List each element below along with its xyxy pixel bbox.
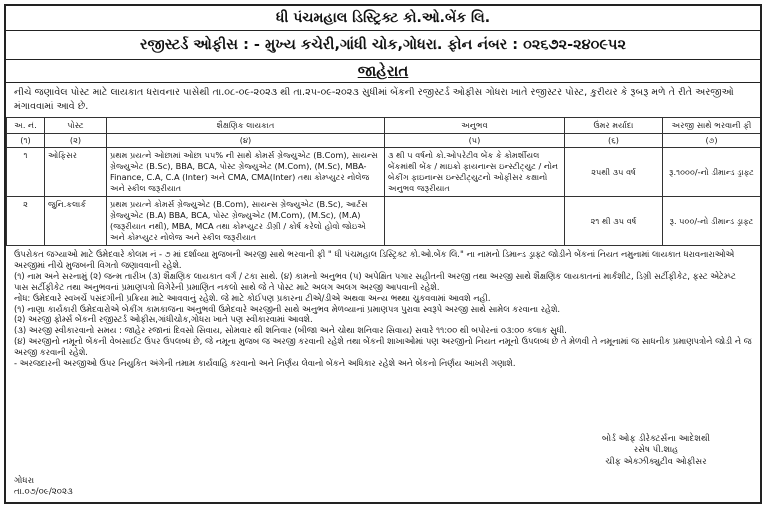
notes-section [6, 246, 760, 369]
note-paragraph: ઉપરોકત જગ્યાઓ માટે ઉમેદવારે કોલમ નં - ૭ માં દર્શાવ્યા મુજબની અરજી સાથે ભરવાની ફી " ધી પંચમહાલ ડિસ્ટ્રિક્ટ કો.ઓ.બેંક લિ." ના નામનો ડિમાન્ડ ડ્રાફ્ટ જોડીને બેંકનાં નિયત નમુનામાં લાયકાત ધરાવનારાઓએ અરજીમાં નીચે મુજબની વિગતો જણાવવાની રહેશે. [14, 249, 735, 270]
row-age-limit: ૨૧ થી ૩૫ વર્ષ [565, 197, 663, 246]
intro-paragraph: નીચે જણાવેલ પોસ્ટ માટે લાયકાત ધરાવનાર પાસેથી તા.૦૮-૦૯-૨૦૨૩ થી તા.૨૫-૦૯-૨૦૨૩ સુધીમાં બેંકની રજીસ્ટર્ડ ઓફીસ ગોધરા ખાતે રજીસ્ટર પોસ્ટ, કુરીયર કે રૂબરૂ મળે તે રીતે અરજીઓ મંગાવવામાં આવે છે. [14, 87, 734, 112]
note-paragraph: (૪) અરજીનો નમૂનો બેંકની વેબસાઈટ ઉપર ઉપલબ્ધ છે, જે નમૂના મુજબ જ અરજી કરવાની રહેશે તથા બેંકની શાખાઓમાં પણ અરજીનો નિયત નમૂનો ઉપલબ્ધ છે તે મેળવી તે નમૂનામાં જ સાધનીક પ્રમાણપત્રોને જોડી ને જ અરજી કરવાની રહેશે. [14, 336, 752, 358]
column-number: (૨) [45, 134, 107, 148]
signatory-designation: ચીફ એક્ઝીક્યુટીવ ઓફીસર [605, 456, 707, 467]
advertisement-notice [4, 4, 762, 504]
column-number: (૧) [7, 134, 45, 148]
column-number: (૭) [663, 134, 761, 148]
row-qualification: પ્રથમ પ્રયત્ને કોમર્સ ગ્રેજ્યુએટ (B.Com), સાયન્સ ગ્રેજ્યુએટ (B.Sc), આર્ટસ ગ્રેજ્યુએટ (B.A) BBA, BCA, પોસ્ટ ગ્રેજ્યુએટ (M.Com), (M.Sc), (M.A) (જરૂરીયાત નથી), MBA, MCA તથા કોમ્પ્યુટર ડીગ્રી / કોર્ષ કરેલો હોવો જોઇએ અને કોમ્પ્યુટર નોલેજ અને સ્કીલ જરૂરીયાત [107, 197, 385, 246]
notice-title: જાહેરાત [6, 60, 760, 83]
table-row [7, 197, 761, 246]
row-sr: ૨ [7, 197, 45, 246]
header-sr: અ. નં. [7, 118, 45, 134]
note-paragraph: (૧) નામ અને સરનામું (૨) જન્મ તારીખ (૩) શૈક્ષણિક લાયકાત વર્ગ / ટકા સાથે. (૪) કામનો અનુભવ (૫) અપેક્ષિત પગાર સહીતની અરજી તથા અરજી સાથે શૈક્ષણિક લાયકાતનાં માર્કશીટ, ડિગ્રી સર્ટીફીકેટ, ફસ્ટ એટેમ્પ્ટ પાસ સર્ટીફીકેટ તથા અનુભવનાં પ્રમાણપત્રો વિગેરેની પ્રમાણિત નકલો સાથે જે તે પોસ્ટ માટે અલગ અલગ અરજી આપવાની રહેશે. [14, 270, 736, 292]
table-header-row [7, 118, 761, 134]
note-paragraph: (૩) અરજી સ્વીકારવાનો સમય : જાહેર રજાનાં દિવસો સિવાય, સોમવાર થી શનિવાર (બીજા અને ચોથા શનિવાર સિવાય) સવારે ૧૧:૦૦ થી બપોરનાં ૦૩:૦૦ કલાક સુધી. [14, 325, 567, 336]
row-fee: રૂ. ૫૦૦/-નો ડીમાન્ડ ડ્રાફ્ટ [663, 197, 761, 246]
row-qualification: પ્રથમ પ્રયત્ને ઓછામાં ઓછા ૫૫% ની સાથે કોમર્સ ગ્રેજ્યુએટ (B.Com), સાયન્સ ગ્રેજ્યુએટ (B.Sc), BBA, BCA, પોસ્ટ ગ્રેજ્યુએટ (M.Com), (M.Sc), MBA-Finance, C.A, C.A (Inter) અને CMA, CMA(Inter) તથા કોમ્પ્યુટર નોલેજ અને સ્કીલ જરૂરીયાત [107, 148, 385, 197]
place-date-block [14, 476, 73, 498]
column-number-row [7, 134, 761, 148]
row-experience: ૩ થી ૫ વર્ષનો કો.ઓપરેટીવ બેંક કે કોમર્શીયલ બેંકમાંથી બેંક / માઇક્રો ફાયનાન્સ ઇન્સ્ટીટ્યુટ / નોન બેકીંગ ફાઇનાન્સ ઇન્સ્ટીટ્યુટનો ઓફીસર કક્ષાનો અનુભવ જરૂરીયાત [385, 148, 565, 197]
posts-table [6, 117, 761, 246]
row-sr: ૧ [7, 148, 45, 197]
header-fee: અરજી સાથે ભરવાની ફી [663, 118, 761, 134]
note-paragraph: (૧) નાણા કાર્યકારી ઉમેદવારોએ બેકીંગ કામકાજના અનુભવી ઉમેદવારે અરજીની સાથે અનુભવ મેળવ્યાનાં પ્રમાણપત્ર પુરાવા સ્વરૂપે અરજી સાથે સામેલ કરવાના રહેશે. [14, 303, 561, 314]
column-number: (૪) [107, 134, 385, 148]
note-paragraph: (૨) અરજી ફોર્મ્સ બેંકની રજીસ્ટર્ડ ઓફીસ,ગાંધીચોક,ગોધરા ખાતે પણ સ્વીકારવામાં આવશે. [14, 314, 313, 325]
signature-block [602, 434, 710, 469]
column-number: (૬) [565, 134, 663, 148]
date: તા.૦૭/૦૯/૨૦૨૩ [14, 487, 73, 497]
signature-order-line: બોર્ડ ઓફ ડીરેક્ટર્સના આદેશથી [602, 433, 710, 444]
bank-name: ધી પંચમહાલ ડિસ્ટ્રિક્ટ કો.ઓ.બેંક લિ. [6, 6, 760, 31]
table-row [7, 148, 761, 197]
note-paragraph: નોંધ: ઉમેદવારે સ્વખર્ચે પસંદગીની પ્રક્રિયા માટે આવવાનું રહેશે. જે માટે કોઈપણ પ્રકારના ટીએ/ડીએ અથવા અન્ય ભથ્થા ચુકવવામાં આવશે નહી. [14, 292, 491, 303]
column-number: (૫) [385, 134, 565, 148]
row-post: ઓફિસર [45, 148, 107, 197]
row-age-limit: ૨૫થી ૩૫ વર્ષ [565, 148, 663, 197]
place: ગોધરા [14, 476, 35, 486]
header-age-limit: ઉંમર મર્યાદા [565, 118, 663, 134]
registered-office-line: રજીસ્ટર્ડ ઓફીસ : - મુખ્ય કચેરી,ગાંધી ચોક,ગોધરા. ફોન નંબર : ૦૨૬૭૨-૨૪૦૯૫૨ [6, 31, 760, 60]
row-experience [385, 197, 565, 246]
header-post: પોસ્ટ [45, 118, 107, 134]
signatory-name: રસેષ પી.શાહ [633, 445, 679, 455]
row-post: જુનિ.કલાર્ક [45, 197, 107, 246]
row-fee: રૂ.૧૦૦૦/-નો ડીમાન્ડ ડ્રાફ્ટ [663, 148, 761, 197]
header-qualification: શૈક્ષણિક લાયકાત [107, 118, 385, 134]
note-paragraph: - અરજદારની અરજીઓ ઉપર નિયુકિત અંગેની તમામ કાર્યવાહિ કરવાનો અને નિર્ણય લેવાનો બેંકને અધિકાર રહેશે અને બેંકનો નિર્ણય આખરી ગણાશે. [14, 358, 516, 369]
header-experience: અનુભવ [385, 118, 565, 134]
